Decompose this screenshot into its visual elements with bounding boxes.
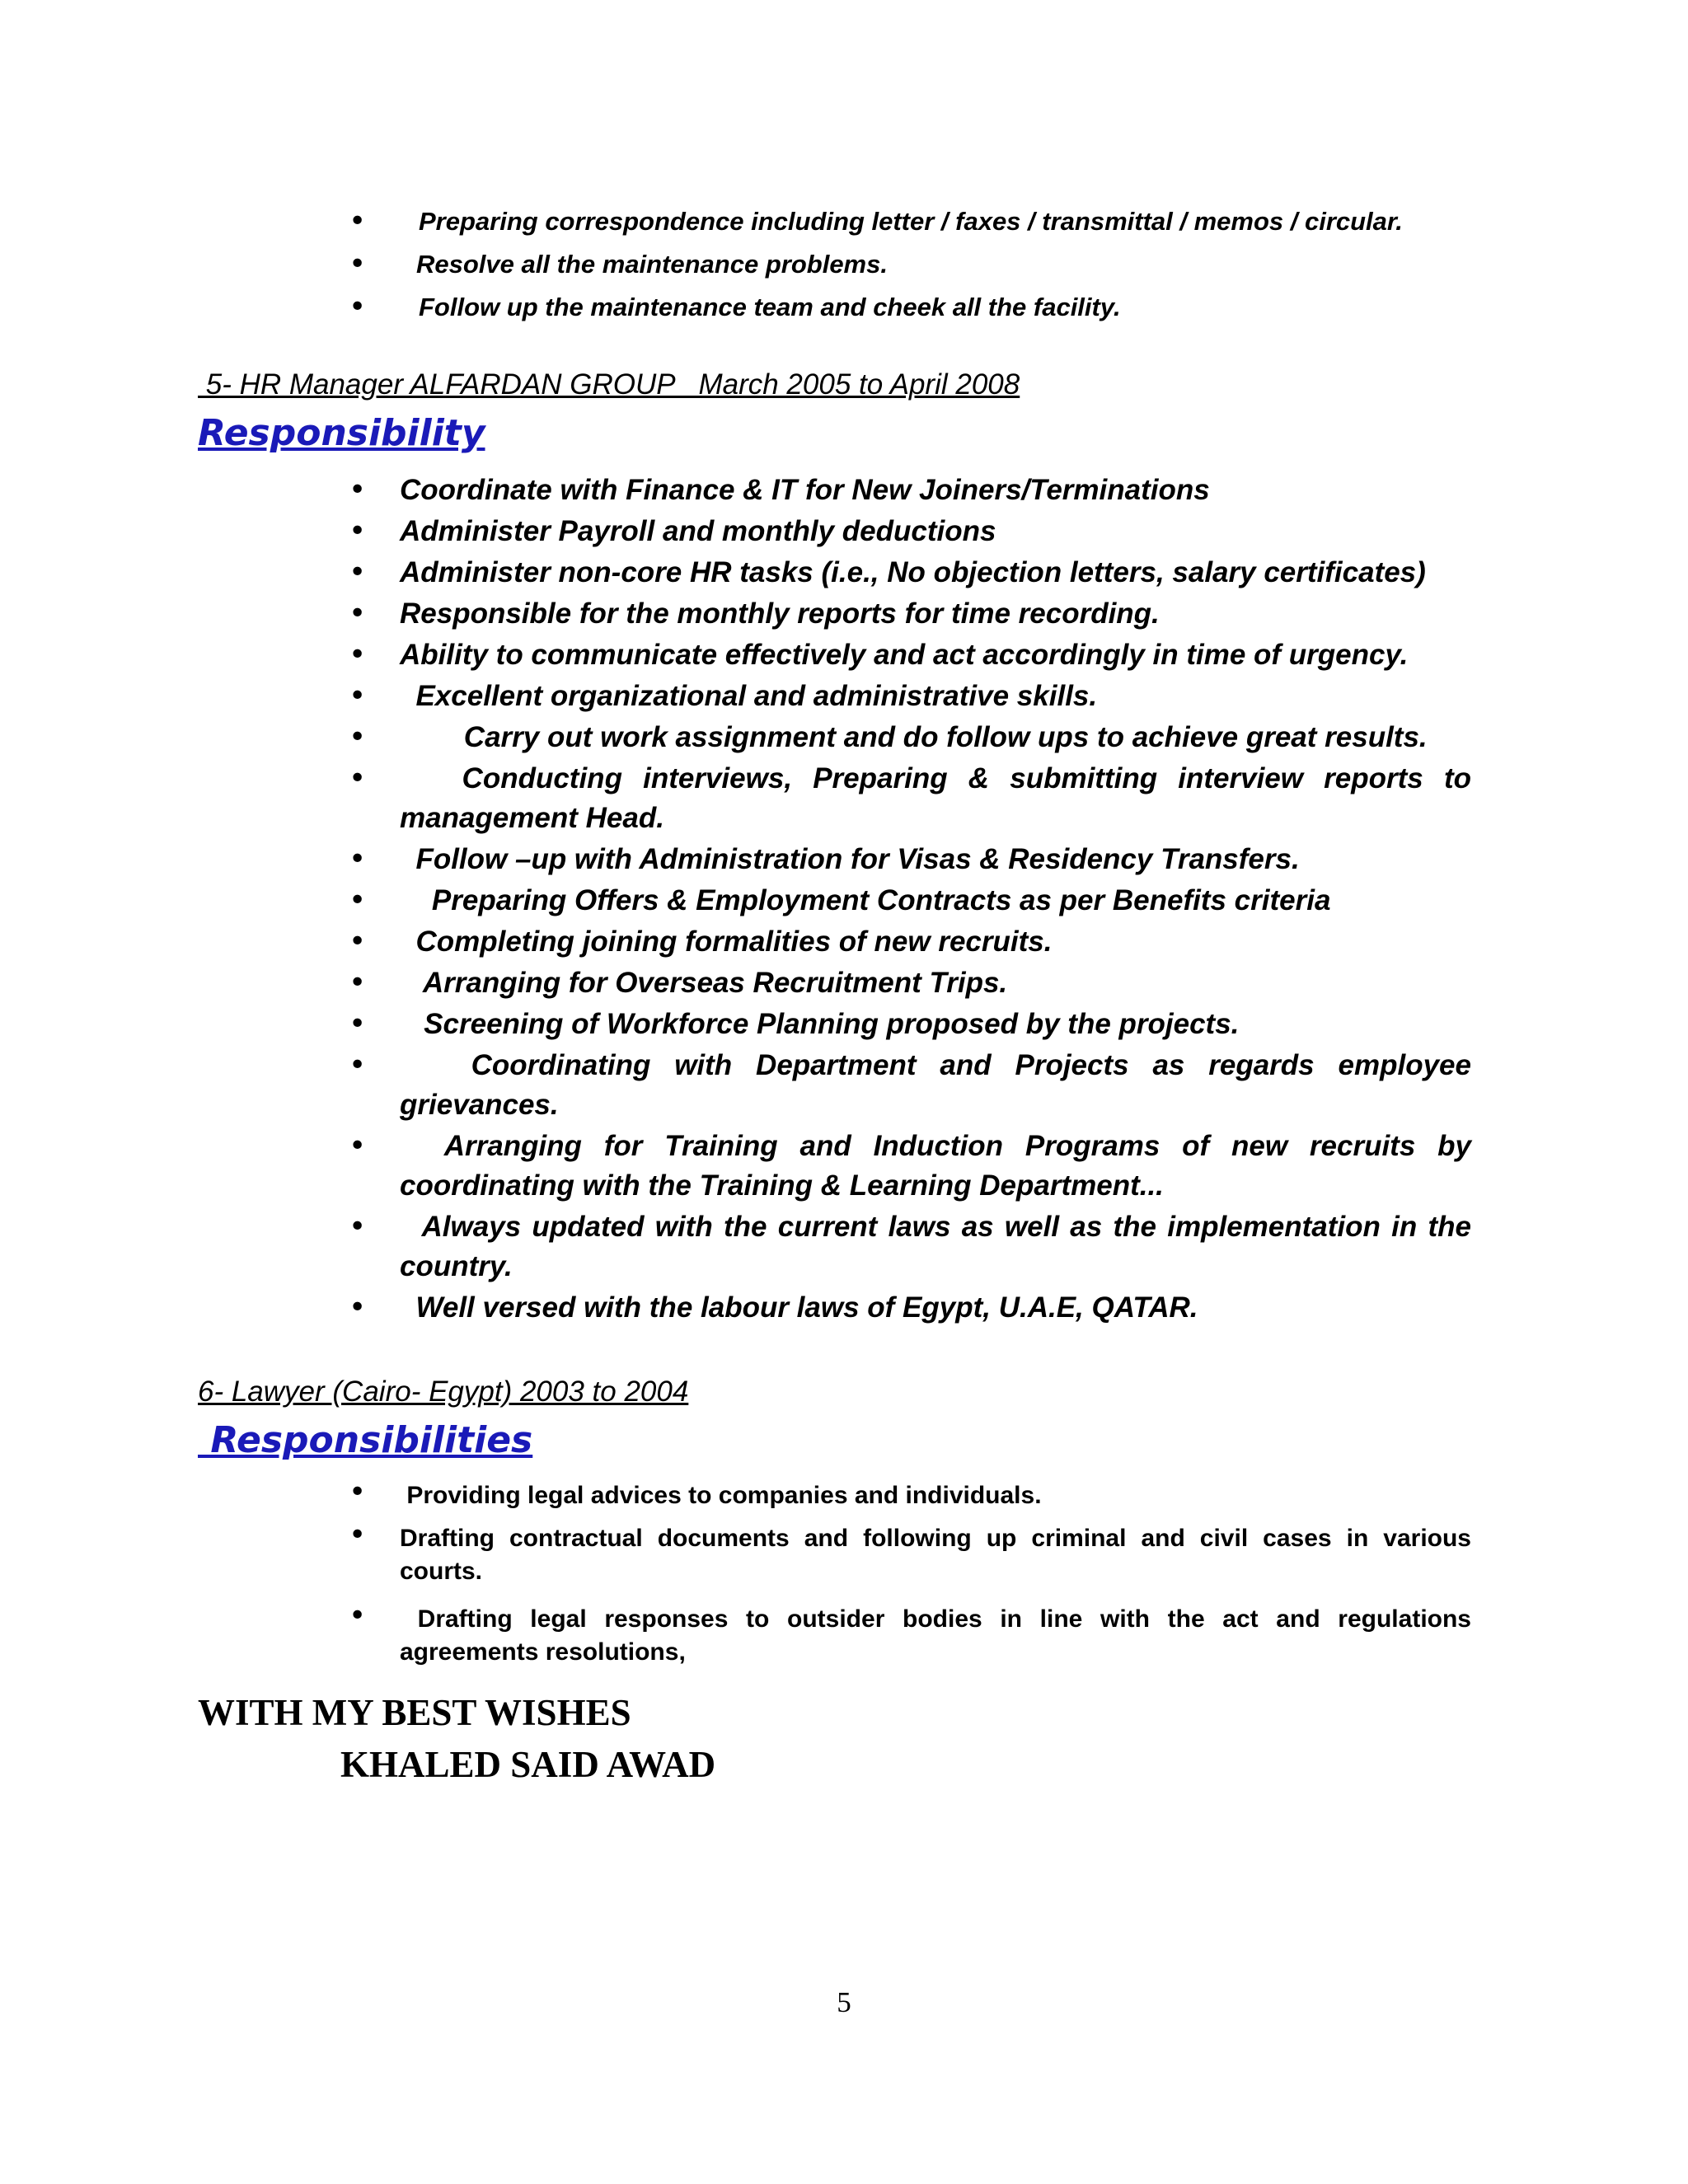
page-number: 5 <box>837 1986 851 2018</box>
job5-section-label: Responsibility <box>198 412 485 454</box>
list-item: • Coordinating with Department and Projects as regards employee grievances. <box>400 1046 1471 1127</box>
list-item: • Well versed with the labour laws of Egypt, U.A.E, QATAR. <box>400 1288 1471 1329</box>
signature-name: KHALED SAID AWAD <box>340 1744 716 1785</box>
list-item: • Drafting contractual documents and following up criminal and civil cases in various courts. <box>400 1522 1471 1603</box>
list-item: • Always updated with the current laws as well as the implementation in the country. <box>400 1207 1471 1288</box>
list-item: • Completing joining formalities of new recruits. <box>400 922 1471 963</box>
list-item: • Arranging for Overseas Recruitment Trips. <box>400 963 1471 1005</box>
list-item: • Drafting legal responses to outsider bodies in line with the act and regulations agreements resolutions, <box>400 1603 1471 1669</box>
job6-heading: 6- Lawyer (Cairo- Egypt) 2003 to 2004 <box>198 1376 689 1408</box>
list-item: • Follow up the maintenance team and cheek all the facility. <box>416 286 1475 329</box>
list-item: • Follow –up with Administration for Visas & Residency Transfers. <box>400 840 1471 881</box>
closing-wishes: WITH MY BEST WISHES <box>198 1692 631 1733</box>
job5-heading: 5- HR Manager ALFARDAN GROUP March 2005 to April 2008 <box>198 368 1020 401</box>
list-item: • Ability to communicate effectively and act accordingly in time of urgency. <box>400 635 1471 677</box>
list-item: • Providing legal advices to companies and individuals. <box>400 1479 1471 1522</box>
list-item: • Administer Payroll and monthly deductions <box>400 512 1471 553</box>
list-item: • Administer non-core HR tasks (i.e., No objection letters, salary certificates) <box>400 553 1471 594</box>
maintenance-task-list <box>416 200 1475 329</box>
job6-section-label: Responsibilities <box>198 1419 533 1461</box>
job5-responsibility-list <box>400 471 1479 1329</box>
list-item: • Excellent organizational and administrative skills. <box>400 677 1471 718</box>
list-item: • Preparing correspondence including letter / faxes / transmittal / memos / circular. <box>416 200 1475 243</box>
list-item: • Preparing Offers & Employment Contracts as per Benefits criteria <box>400 881 1471 922</box>
list-item: • Responsible for the monthly reports for time recording. <box>400 594 1471 635</box>
list-item: • Carry out work assignment and do follow ups to achieve great results. <box>400 718 1471 759</box>
job6-responsibility-list <box>400 1479 1479 1669</box>
list-item: • Arranging for Training and Induction Programs of new recruits by coordinating with the Training & Learning Department... <box>400 1127 1471 1207</box>
list-item: • Resolve all the maintenance problems. <box>416 243 1475 286</box>
list-item: • Conducting interviews, Preparing & submitting interview reports to management Head. <box>400 759 1471 840</box>
list-item: • Screening of Workforce Planning proposed by the projects. <box>400 1005 1471 1046</box>
list-item: • Coordinate with Finance & IT for New Joiners/Terminations <box>400 471 1471 512</box>
